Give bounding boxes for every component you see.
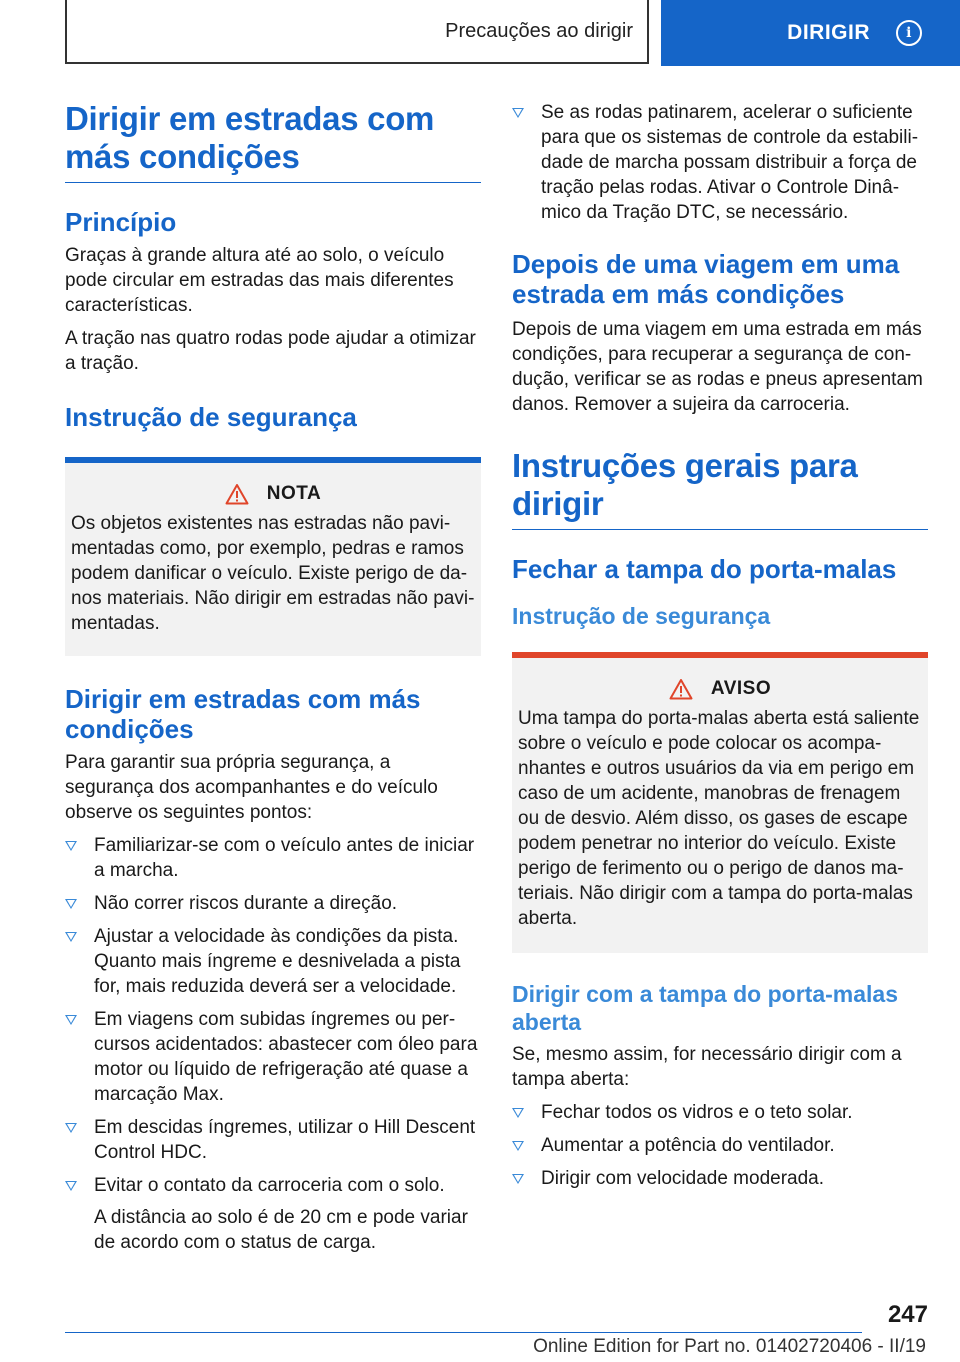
note-text: Os objetos existentes nas estradas não pavimentadas como, por exemplo, pedras e ramos podem danificar o veículo. Existe perigo de danos materiais. Não dirigir em estradas não pavimentadas. <box>71 513 475 634</box>
warning-box <box>512 652 928 953</box>
right-column <box>512 100 928 1191</box>
list-item: Dirigir com velocidade moderada. <box>512 1166 928 1191</box>
list-item: Em descidas íngremes, utilizar o Hill Descent Control HDC. <box>65 1115 481 1165</box>
after-trip-heading: Depois de uma viagem em uma estrada em más condições <box>512 249 900 309</box>
note-box <box>65 457 481 656</box>
general-title-block <box>512 447 928 530</box>
section-tab <box>65 0 649 64</box>
list-item: Fechar todos os vidros e o teto solar. <box>512 1100 928 1125</box>
list-item: Em viagens com subidas íngremes ou percursos acidentados: abastecer com óleo para motor ou líquido de refrigeração até quase a marcação Max. <box>65 1007 481 1107</box>
list-item: Evitar o contato da carroceria com o solo. A distância ao solo é de 20 cm e pode variar de acordo com o status de carga. <box>65 1173 481 1255</box>
bad-roads-heading: Dirigir em estradas com más condições <box>65 684 421 744</box>
principle-paragraph-1: Graças à grande altura até ao solo, o veículo pode circular em estradas das mais diferentes características. <box>65 245 454 316</box>
footer-divider <box>65 1332 862 1333</box>
section-title: Precauções ao dirigir <box>445 19 633 42</box>
bullet-triangle-icon <box>65 1181 77 1191</box>
page-header <box>0 0 960 66</box>
bullet-triangle-icon <box>512 1141 524 1151</box>
list-item: Familiarizar-se com o veículo antes de iniciar a marcha. <box>65 833 481 883</box>
note-title <box>71 483 475 505</box>
left-column <box>65 100 481 1255</box>
principle-paragraph-2: A tração nas quatro rodas pode ajudar a otimizar a tração. <box>65 328 476 374</box>
list-item: Não correr riscos durante a direção. <box>65 891 481 916</box>
principle-heading: Princípio <box>65 207 177 237</box>
chapter-title: DIRIGIR <box>787 21 870 44</box>
bullet-triangle-icon <box>512 108 524 118</box>
open-trunk-heading: Dirigir com a tampa do porta-malas aberta <box>512 981 898 1035</box>
after-trip-text: Depois de uma viagem em uma estrada em más condições, para recuperar a segurança de condução, verificar se as rodas e pneus apresentam danos. Remover a sujeira da carroceria. <box>512 319 923 415</box>
open-trunk-intro: Se, mesmo assim, for necessário dirigir com a tampa aberta: <box>512 1044 902 1090</box>
warning-text: Uma tampa do porta-malas aberta está saliente sobre o veículo e pode colocar os acompanhantes e outros usuários da via em perigo em caso de um acidente, manobras de frenagem ou de desvio. Além disso, os gases de escape podem penetrar no interior do veículo. Existe perigo de ferimento ou o perigo de danos materiais. Não dirigir com a tampa do porta-malas aberta. <box>518 708 920 929</box>
safety-heading: Instrução de segurança <box>65 402 357 432</box>
continued-list <box>512 100 928 225</box>
general-title: Instruções gerais para dirigir <box>512 447 858 522</box>
bullet-triangle-icon <box>65 1015 77 1025</box>
edition-text: Online Edition for Part no. 01402720406 - II/19 <box>533 1336 926 1357</box>
list-item: Aumentar a potência do ventilador. <box>512 1133 928 1158</box>
bullet-triangle-icon <box>65 1123 77 1133</box>
main-title-block <box>65 100 481 183</box>
trunk-heading: Fechar a tampa do porta-malas <box>512 554 897 584</box>
bad-roads-intro: Para garantir sua própria segurança, a segurança dos acompanhantes e do veículo observe os seguintes pontos: <box>65 752 438 823</box>
main-title: Dirigir em estradas com más condições <box>65 100 435 175</box>
list-item: Ajustar a velocidade às condições da pista. Quanto mais íngreme e desnivelada a pista for, mais reduzida deverá ser a velocidade. <box>65 924 481 999</box>
bullet-triangle-icon <box>512 1108 524 1118</box>
open-trunk-list <box>512 1100 928 1191</box>
bullet-triangle-icon <box>65 841 77 851</box>
bullet-triangle-icon <box>512 1174 524 1184</box>
chapter-tab[interactable] <box>661 0 960 66</box>
bullet-triangle-icon <box>65 899 77 909</box>
page-number: 247 <box>887 1301 928 1328</box>
bad-roads-list <box>65 833 481 1255</box>
warning-title <box>518 678 922 700</box>
warning-label: AVISO <box>710 678 772 699</box>
note-label: NOTA <box>266 483 322 504</box>
list-item: Se as rodas patinarem, acelerar o suficiente para que os sistemas de controle da estabilidade de marcha possam distribuir a força de tração pelas rodas. Ativar o Controle Dinâmico da Tração DTC, se necessário. <box>512 100 928 225</box>
warning-triangle-icon <box>225 483 249 505</box>
list-item-note: A distância ao solo é de 20 cm e pode variar de acordo com o status de carga. <box>94 1207 468 1253</box>
info-icon[interactable]: i <box>896 20 922 46</box>
trunk-safety-heading: Instrução de segurança <box>512 603 771 629</box>
bullet-triangle-icon <box>65 932 77 942</box>
warning-triangle-icon <box>669 678 693 700</box>
